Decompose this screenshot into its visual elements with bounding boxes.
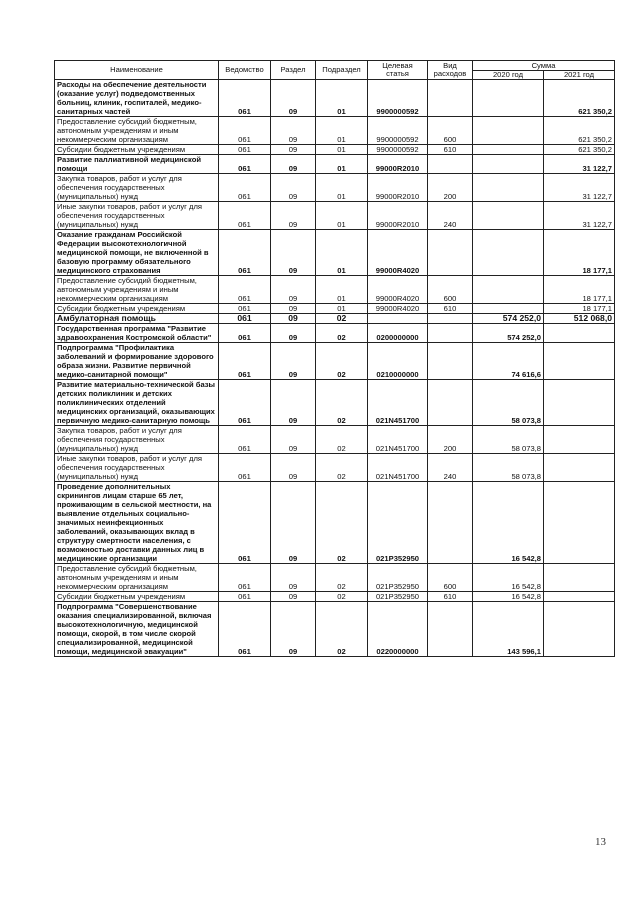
row-kind: 600	[428, 564, 473, 592]
row-sum-2020: 58 073,8	[473, 454, 544, 482]
row-name: Субсидии бюджетным учреждениям	[55, 592, 219, 602]
row-dept: 061	[219, 343, 271, 380]
row-name: Предоставление субсидий бюджетным, автономным учреждениям и иным некоммерческим организациям	[55, 117, 219, 145]
row-name: Закупка товаров, работ и услуг для обеспечения государственных (муниципальных) нужд	[55, 426, 219, 454]
row-section: 09	[271, 117, 316, 145]
row-target: 99000R4020	[368, 230, 428, 276]
header-2020: 2020 год	[473, 71, 544, 80]
row-sum-2021	[544, 482, 615, 564]
row-kind: 600	[428, 276, 473, 304]
row-target: 021P352950	[368, 592, 428, 602]
row-section: 09	[271, 380, 316, 426]
table-row	[55, 174, 615, 202]
row-subsection: 01	[316, 80, 368, 117]
row-kind	[428, 343, 473, 380]
row-name: Субсидии бюджетным учреждениям	[55, 145, 219, 155]
row-kind: 200	[428, 174, 473, 202]
row-subsection: 02	[316, 602, 368, 657]
row-section: 09	[271, 343, 316, 380]
row-sum-2021	[544, 564, 615, 592]
row-dept: 061	[219, 174, 271, 202]
row-target: 99000R4020	[368, 276, 428, 304]
row-sum-2020	[473, 230, 544, 276]
page-number: 13	[595, 836, 606, 848]
row-sum-2021: 31 122,7	[544, 202, 615, 230]
row-name: Предоставление субсидий бюджетным, автономным учреждениям и иным некоммерческим организациям	[55, 564, 219, 592]
row-sum-2021: 31 122,7	[544, 155, 615, 174]
table-row	[55, 117, 615, 145]
header-target: Целевая статья	[368, 61, 428, 80]
header-2021: 2021 год	[544, 71, 615, 80]
row-section: 09	[271, 482, 316, 564]
row-subsection: 02	[316, 324, 368, 343]
row-sum-2021	[544, 602, 615, 657]
row-subsection: 01	[316, 276, 368, 304]
row-name: Предоставление субсидий бюджетным, автономным учреждениям и иным некоммерческим организациям	[55, 276, 219, 304]
row-dept: 061	[219, 155, 271, 174]
row-kind	[428, 314, 473, 324]
row-sum-2020: 58 073,8	[473, 426, 544, 454]
row-sum-2021	[544, 343, 615, 380]
row-dept: 061	[219, 380, 271, 426]
row-dept: 061	[219, 426, 271, 454]
row-section: 09	[271, 80, 316, 117]
row-sum-2020: 143 596,1	[473, 602, 544, 657]
row-target	[368, 314, 428, 324]
row-kind: 600	[428, 117, 473, 145]
row-name: Амбулаторная помощь	[55, 314, 219, 324]
row-kind: 200	[428, 426, 473, 454]
row-dept: 061	[219, 314, 271, 324]
row-target: 0200000000	[368, 324, 428, 343]
row-name: Подпрограмма "Профилактика заболеваний и формирование здорового образа жизни. Развитие первичной медико-санитарной помощи"	[55, 343, 219, 380]
row-sum-2021: 18 177,1	[544, 230, 615, 276]
row-sum-2021: 621 350,2	[544, 117, 615, 145]
row-sum-2020: 16 542,8	[473, 564, 544, 592]
row-section: 09	[271, 324, 316, 343]
table-row	[55, 592, 615, 602]
row-dept: 061	[219, 230, 271, 276]
table-row	[55, 314, 615, 324]
row-kind: 610	[428, 145, 473, 155]
row-sum-2021	[544, 380, 615, 426]
row-sum-2021	[544, 454, 615, 482]
row-name: Оказание гражданам Российской Федерации высокотехнологичной медицинской помощи, не включенной в базовую программу обязательного медицинского страхования	[55, 230, 219, 276]
row-sum-2021: 31 122,7	[544, 174, 615, 202]
row-sum-2021: 18 177,1	[544, 276, 615, 304]
table-row	[55, 454, 615, 482]
header-subsection: Подраздел	[316, 61, 368, 80]
row-name: Проведение дополнительных скринингов лицам старше 65 лет, проживающим в сельской местности, на выявление отдельных социально-значимых неинфекционных заболеваний, оказывающих вклад в структуру смертности населения, с возможностью доставки данных лиц в медицинские организации	[55, 482, 219, 564]
header-kind: Вид расходов	[428, 61, 473, 80]
header-dept: Ведомство	[219, 61, 271, 80]
row-target: 9900000592	[368, 145, 428, 155]
row-sum-2020: 58 073,8	[473, 380, 544, 426]
row-sum-2021: 621 350,2	[544, 80, 615, 117]
table-row	[55, 202, 615, 230]
row-name: Иные закупки товаров, работ и услуг для обеспечения государственных (муниципальных) нужд	[55, 454, 219, 482]
row-dept: 061	[219, 482, 271, 564]
row-sum-2020: 574 252,0	[473, 314, 544, 324]
row-name: Подпрограмма "Совершенствование оказания специализированной, включая высокотехнологичную, медицинской помощи, скорой, в том числе скорой специализированной, медицинской помощи, медицинской эвакуации"	[55, 602, 219, 657]
row-sum-2021	[544, 592, 615, 602]
table-row	[55, 602, 615, 657]
row-section: 09	[271, 426, 316, 454]
row-dept: 061	[219, 602, 271, 657]
table-row	[55, 80, 615, 117]
table-row	[55, 426, 615, 454]
row-subsection: 02	[316, 426, 368, 454]
row-kind	[428, 324, 473, 343]
row-sum-2020	[473, 174, 544, 202]
row-subsection: 01	[316, 174, 368, 202]
row-dept: 061	[219, 117, 271, 145]
row-name: Расходы на обеспечение деятельности (оказание услуг) подведомственных больниц, клиник, госпиталей, медико-санитарных частей	[55, 80, 219, 117]
row-sum-2020: 16 542,8	[473, 482, 544, 564]
row-dept: 061	[219, 324, 271, 343]
table-row	[55, 482, 615, 564]
row-sum-2020	[473, 80, 544, 117]
header-name: Наименование	[55, 61, 219, 80]
row-subsection: 02	[316, 454, 368, 482]
row-section: 09	[271, 202, 316, 230]
row-subsection: 02	[316, 343, 368, 380]
row-sum-2020	[473, 117, 544, 145]
row-subsection: 01	[316, 230, 368, 276]
row-sum-2021	[544, 324, 615, 343]
row-subsection: 02	[316, 564, 368, 592]
table-row	[55, 276, 615, 304]
row-kind	[428, 230, 473, 276]
row-name: Закупка товаров, работ и услуг для обеспечения государственных (муниципальных) нужд	[55, 174, 219, 202]
table-row	[55, 380, 615, 426]
table-row	[55, 155, 615, 174]
row-section: 09	[271, 174, 316, 202]
row-sum-2020	[473, 202, 544, 230]
row-target: 99000R2010	[368, 155, 428, 174]
row-section: 09	[271, 230, 316, 276]
table-row	[55, 304, 615, 314]
row-subsection: 02	[316, 482, 368, 564]
row-section: 09	[271, 276, 316, 304]
row-sum-2020	[473, 155, 544, 174]
row-subsection: 02	[316, 380, 368, 426]
row-section: 09	[271, 314, 316, 324]
row-kind: 610	[428, 592, 473, 602]
row-name: Субсидии бюджетным учреждениям	[55, 304, 219, 314]
row-section: 09	[271, 454, 316, 482]
row-subsection: 01	[316, 155, 368, 174]
row-section: 09	[271, 155, 316, 174]
row-subsection: 02	[316, 592, 368, 602]
row-target: 99000R2010	[368, 174, 428, 202]
row-sum-2020: 574 252,0	[473, 324, 544, 343]
row-name: Государственная программа "Развитие здравоохранения Костромской области"	[55, 324, 219, 343]
row-target: 021P352950	[368, 482, 428, 564]
table-row	[55, 324, 615, 343]
row-target: 021N451700	[368, 426, 428, 454]
row-subsection: 01	[316, 117, 368, 145]
row-dept: 061	[219, 564, 271, 592]
row-section: 09	[271, 304, 316, 314]
row-name: Иные закупки товаров, работ и услуг для обеспечения государственных (муниципальных) нужд	[55, 202, 219, 230]
row-section: 09	[271, 145, 316, 155]
row-kind: 610	[428, 304, 473, 314]
row-target: 021N451700	[368, 380, 428, 426]
row-target: 9900000592	[368, 117, 428, 145]
row-sum-2020: 16 542,8	[473, 592, 544, 602]
table-row	[55, 230, 615, 276]
row-kind	[428, 602, 473, 657]
row-dept: 061	[219, 145, 271, 155]
row-target: 99000R2010	[368, 202, 428, 230]
table-row	[55, 145, 615, 155]
row-subsection: 01	[316, 145, 368, 155]
row-kind	[428, 155, 473, 174]
row-sum-2020	[473, 304, 544, 314]
row-section: 09	[271, 602, 316, 657]
row-target: 021N451700	[368, 454, 428, 482]
row-kind	[428, 380, 473, 426]
row-dept: 061	[219, 202, 271, 230]
row-dept: 061	[219, 80, 271, 117]
header-sum: Сумма	[473, 61, 615, 71]
row-sum-2020: 74 616,6	[473, 343, 544, 380]
row-dept: 061	[219, 454, 271, 482]
row-target: 0210000000	[368, 343, 428, 380]
row-kind: 240	[428, 202, 473, 230]
row-dept: 061	[219, 592, 271, 602]
row-name: Развитие материально-технической базы детских поликлиник и детских поликлинических отделений медицинских организаций, оказывающих первичную медико-санитарную помощь	[55, 380, 219, 426]
row-target: 9900000592	[368, 80, 428, 117]
row-subsection: 01	[316, 202, 368, 230]
row-target: 0220000000	[368, 602, 428, 657]
row-section: 09	[271, 564, 316, 592]
row-sum-2021	[544, 426, 615, 454]
row-target: 99000R4020	[368, 304, 428, 314]
row-kind: 240	[428, 454, 473, 482]
row-kind	[428, 482, 473, 564]
row-sum-2020	[473, 145, 544, 155]
table-row	[55, 564, 615, 592]
row-sum-2021: 18 177,1	[544, 304, 615, 314]
row-sum-2021: 621 350,2	[544, 145, 615, 155]
row-subsection: 02	[316, 314, 368, 324]
row-name: Развитие паллиативной медицинской помощи	[55, 155, 219, 174]
row-dept: 061	[219, 304, 271, 314]
table-row	[55, 343, 615, 380]
row-subsection: 01	[316, 304, 368, 314]
row-dept: 061	[219, 276, 271, 304]
row-sum-2021: 512 068,0	[544, 314, 615, 324]
row-target: 021P352950	[368, 564, 428, 592]
row-section: 09	[271, 592, 316, 602]
header-section: Раздел	[271, 61, 316, 80]
budget-table	[54, 60, 615, 657]
row-sum-2020	[473, 276, 544, 304]
row-kind	[428, 80, 473, 117]
